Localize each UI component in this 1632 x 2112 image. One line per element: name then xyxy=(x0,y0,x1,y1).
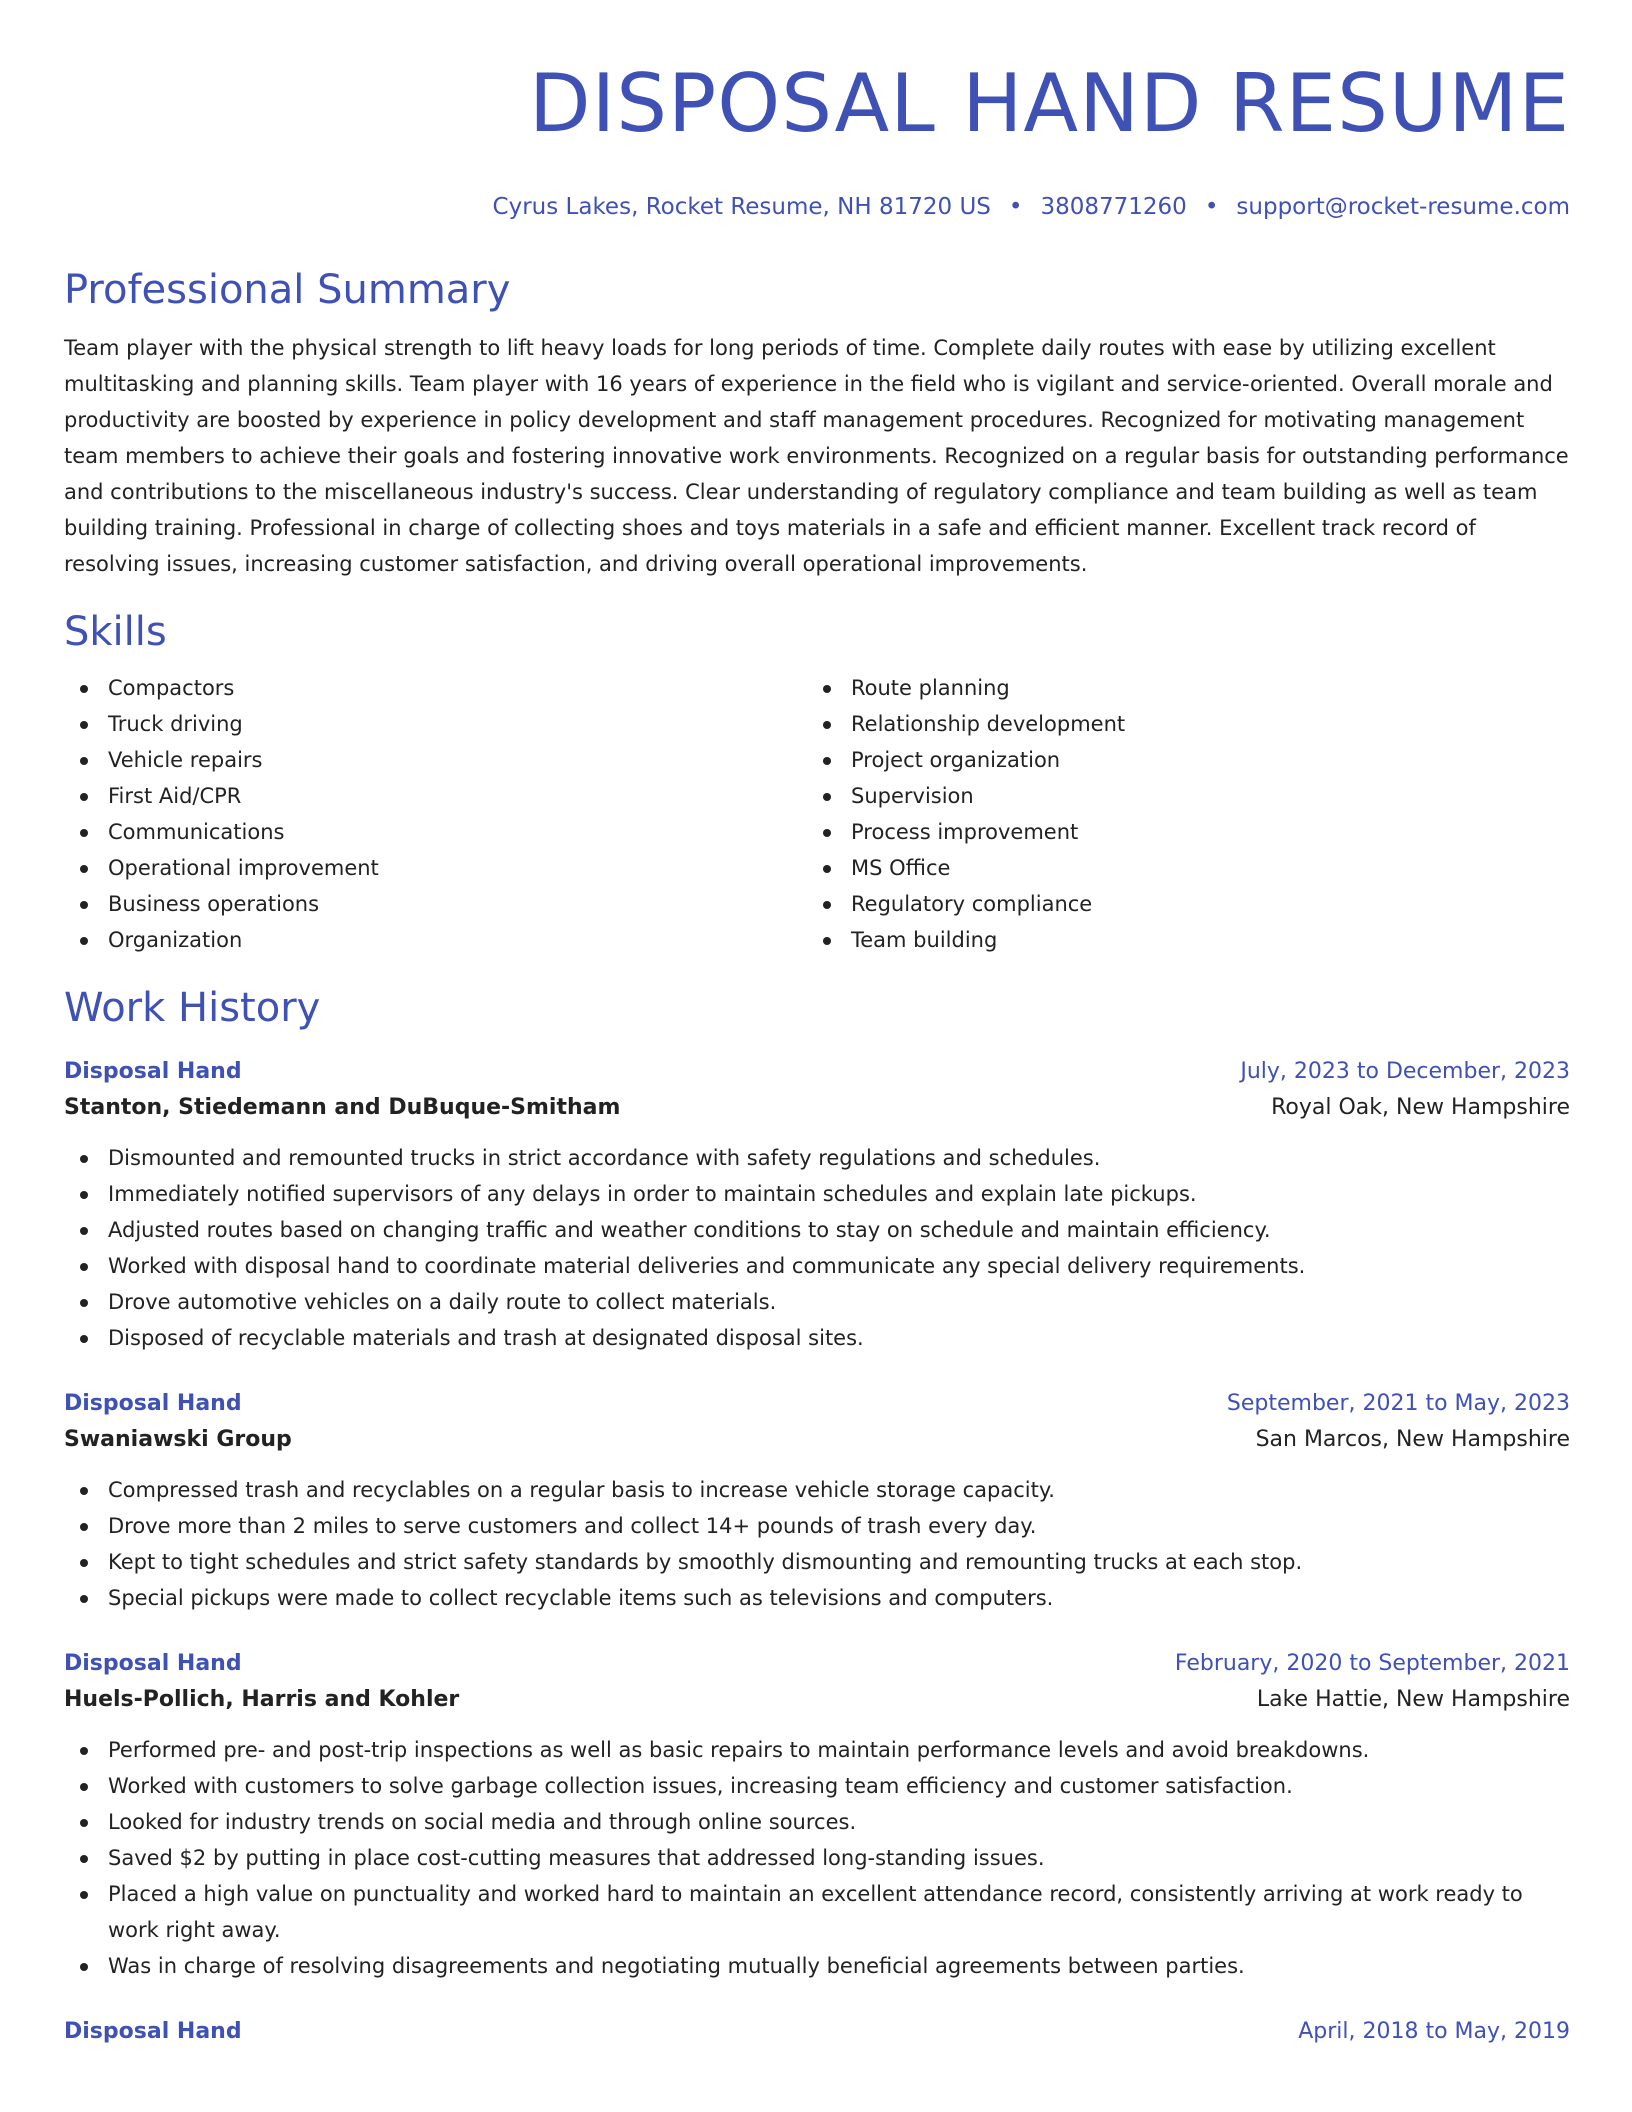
skills-list xyxy=(64,670,1570,958)
job-bullet: Looked for industry trends on social media and through online sources. xyxy=(64,1804,1570,1840)
skill-item: MS Office xyxy=(807,850,1550,886)
job-bullet: Kept to tight schedules and strict safety standards by smoothly dismounting and remounting trucks at each stop. xyxy=(64,1544,1570,1580)
job-company: Swaniawski Group xyxy=(64,1427,292,1452)
job-title: Disposal Hand xyxy=(64,2019,242,2044)
skill-item: Communications xyxy=(64,814,807,850)
skill-item: Team building xyxy=(807,922,1550,958)
job-entry xyxy=(64,2014,1570,2050)
job-company: Stanton, Stiedemann and DuBuque-Smitham xyxy=(64,1095,621,1120)
section-title-work-history: Work History xyxy=(64,985,321,1031)
resume-page xyxy=(64,0,1570,2050)
job-dates: July, 2023 to December, 2023 xyxy=(1240,1059,1570,1084)
skills-column-right xyxy=(807,670,1550,958)
job-title: Disposal Hand xyxy=(64,1651,242,1676)
job-location: Royal Oak, New Hampshire xyxy=(1271,1095,1570,1120)
job-entry xyxy=(64,1054,1570,1356)
job-bullet: Compressed trash and recyclables on a regular basis to increase vehicle storage capacity. xyxy=(64,1472,1570,1508)
contact-email: support@rocket-resume.com xyxy=(1236,194,1570,220)
job-bullet: Disposed of recyclable materials and trash at designated disposal sites. xyxy=(64,1320,1570,1356)
job-company: Huels-Pollich, Harris and Kohler xyxy=(64,1687,460,1712)
contact-phone: 3808771260 xyxy=(1040,194,1187,220)
job-bullet: Dismounted and remounted trucks in strict accordance with safety regulations and schedules. xyxy=(64,1140,1570,1176)
job-bullets xyxy=(64,1140,1570,1356)
job-dates: February, 2020 to September, 2021 xyxy=(1174,1651,1570,1676)
skill-item: Project organization xyxy=(807,742,1550,778)
job-bullets xyxy=(64,1732,1570,1984)
job-bullet: Placed a high value on punctuality and worked hard to maintain an excellent attendance record, consistently arriving at work ready to work right away. xyxy=(64,1876,1570,1948)
job-bullet: Drove more than 2 miles to serve customers and collect 14+ pounds of trash every day. xyxy=(64,1508,1570,1544)
skills-column-left xyxy=(64,670,807,958)
job-location: Lake Hattie, New Hampshire xyxy=(1256,1687,1570,1712)
job-bullet: Performed pre- and post-trip inspections as well as basic repairs to maintain performance levels and avoid breakdowns. xyxy=(64,1732,1570,1768)
skill-item: Operational improvement xyxy=(64,850,807,886)
job-bullet: Immediately notified supervisors of any delays in order to maintain schedules and explain late pickups. xyxy=(64,1176,1570,1212)
job-bullet: Worked with customers to solve garbage collection issues, increasing team efficiency and customer satisfaction. xyxy=(64,1768,1570,1804)
skill-item: Supervision xyxy=(807,778,1550,814)
job-entry xyxy=(64,1386,1570,1616)
job-bullet: Adjusted routes based on changing traffic and weather conditions to stay on schedule and maintain efficiency. xyxy=(64,1212,1570,1248)
job-bullet: Drove automotive vehicles on a daily route to collect materials. xyxy=(64,1284,1570,1320)
contact-address: Cyrus Lakes, Rocket Resume, NH 81720 US xyxy=(492,194,991,220)
skill-item: Business operations xyxy=(64,886,807,922)
job-bullet: Special pickups were made to collect recyclable items such as televisions and computers. xyxy=(64,1580,1570,1616)
job-location: San Marcos, New Hampshire xyxy=(1255,1427,1570,1452)
skill-item: First Aid/CPR xyxy=(64,778,807,814)
job-entry xyxy=(64,1646,1570,1984)
summary-text: Team player with the physical strength to lift heavy loads for long periods of time. Complete daily routes with ease by utilizing excellent multitasking and planning skills. Team player with 16 years of experience in the field who is vigilant and service-oriented. Overall morale and productivity are boosted by experience in policy development and staff management procedures. Recognized for motivating management team members to achieve their goals and fostering innovative work environments. Recognized on a regular basis for outstanding performance and contributions to the miscellaneous industry's success. Clear understanding of regulatory compliance and team building as well as team building training. Professional in charge of collecting shoes and toys materials in a safe and efficient manner. Excellent track record of resolving issues, increasing customer satisfaction, and driving overall operational improvements. xyxy=(64,336,1569,576)
skill-item: Process improvement xyxy=(807,814,1550,850)
skill-item: Organization xyxy=(64,922,807,958)
skill-item: Relationship development xyxy=(807,706,1550,742)
contact-separator: • xyxy=(1008,194,1023,220)
contact-separator: • xyxy=(1204,194,1219,220)
skill-item: Truck driving xyxy=(64,706,807,742)
section-title-skills: Skills xyxy=(64,609,167,655)
skill-item: Route planning xyxy=(807,670,1550,706)
skill-item: Regulatory compliance xyxy=(807,886,1550,922)
job-bullet: Worked with disposal hand to coordinate material deliveries and communicate any special delivery requirements. xyxy=(64,1248,1570,1284)
contact-line xyxy=(64,192,1570,222)
job-bullets xyxy=(64,1472,1570,1616)
job-dates: September, 2021 to May, 2023 xyxy=(1226,1391,1570,1416)
job-bullet: Saved $2 by putting in place cost-cutting measures that addressed long-standing issues. xyxy=(64,1840,1570,1876)
skill-item: Vehicle repairs xyxy=(64,742,807,778)
job-bullet: Was in charge of resolving disagreements and negotiating mutually beneficial agreements between parties. xyxy=(64,1948,1570,1984)
resume-title: DISPOSAL HAND RESUME xyxy=(529,57,1570,150)
section-title-summary: Professional Summary xyxy=(64,267,511,313)
skill-item: Compactors xyxy=(64,670,807,706)
job-title: Disposal Hand xyxy=(64,1059,242,1084)
job-title: Disposal Hand xyxy=(64,1391,242,1416)
job-dates: April, 2018 to May, 2019 xyxy=(1298,2019,1570,2044)
